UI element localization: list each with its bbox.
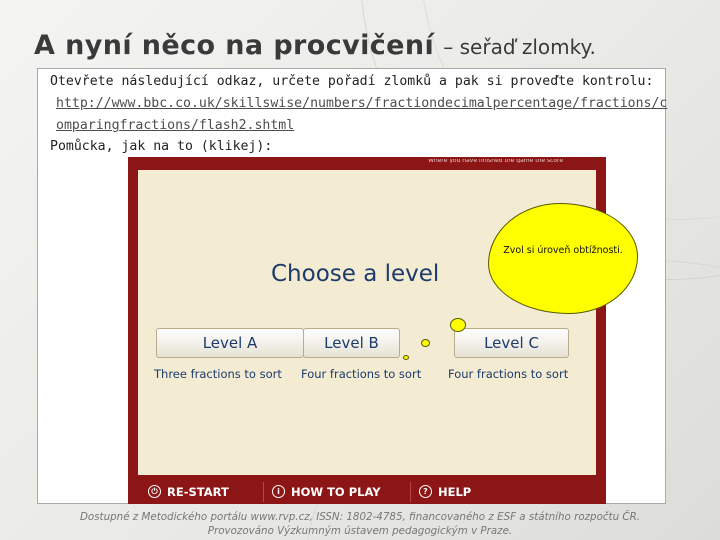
power-icon: ⏻ (148, 485, 161, 498)
hint-bubble-text: Zvol si úroveň obtížnosti. (503, 245, 623, 256)
restart-label: RE-START (167, 484, 229, 499)
footnote (0, 510, 720, 538)
bubble-tail-dot (403, 355, 409, 360)
bubble-tail-dot (421, 339, 430, 347)
help-label: HELP (438, 484, 472, 499)
slide-title (34, 30, 596, 61)
slide-title-sub: – seřaď zlomky. (443, 35, 596, 59)
level-b-description: Four fractions to sort (301, 367, 422, 381)
level-b-button[interactable]: Level B (303, 328, 400, 358)
how-to-play-label: HOW TO PLAY (291, 484, 381, 499)
question-icon: ? (419, 485, 432, 498)
footnote-line2: Provozováno Výzkumným ústavem pedagogickým v Praze. (207, 525, 513, 537)
exercise-link-line1[interactable]: http://www.bbc.co.uk/skillswise/numbers/fractiondecimalpercentage/fractions/c (56, 96, 668, 111)
intro-text: Otevřete následující odkaz, určete pořadí zlomků a pak si proveďte kontrolu: (50, 74, 654, 89)
content-box (37, 68, 666, 504)
game-footer-bar (138, 479, 596, 504)
footer-divider (410, 482, 411, 502)
game-screenshot[interactable] (128, 157, 623, 504)
game-top-strip: Where you have finished the game the score (428, 159, 564, 163)
exercise-link-line2[interactable]: omparingfractions/flash2.shtml (56, 118, 295, 133)
level-c-description: Four fractions to sort (448, 367, 569, 381)
info-icon: i (272, 485, 285, 498)
bubble-tail-dot (450, 318, 466, 332)
restart-button[interactable] (148, 479, 255, 504)
footer-divider (263, 482, 264, 502)
slide-title-main: A nyní něco na procvičení (34, 30, 435, 61)
help-button[interactable] (419, 479, 519, 504)
hint-label: Pomůcka, jak na to (klikej): (50, 139, 273, 154)
level-c-button[interactable]: Level C (454, 328, 569, 358)
choose-level-heading: Choose a level (271, 261, 440, 287)
level-a-description: Three fractions to sort (154, 367, 282, 381)
hint-thought-bubble (488, 203, 638, 314)
footnote-line1: Dostupné z Metodického portálu www.rvp.cz, ISSN: 1802-4785, financovaného z ESF a státního rozpočtu ČR. (79, 511, 641, 523)
level-a-button[interactable]: Level A (156, 328, 304, 358)
game-panel (138, 170, 623, 475)
how-to-play-button[interactable] (272, 479, 402, 504)
